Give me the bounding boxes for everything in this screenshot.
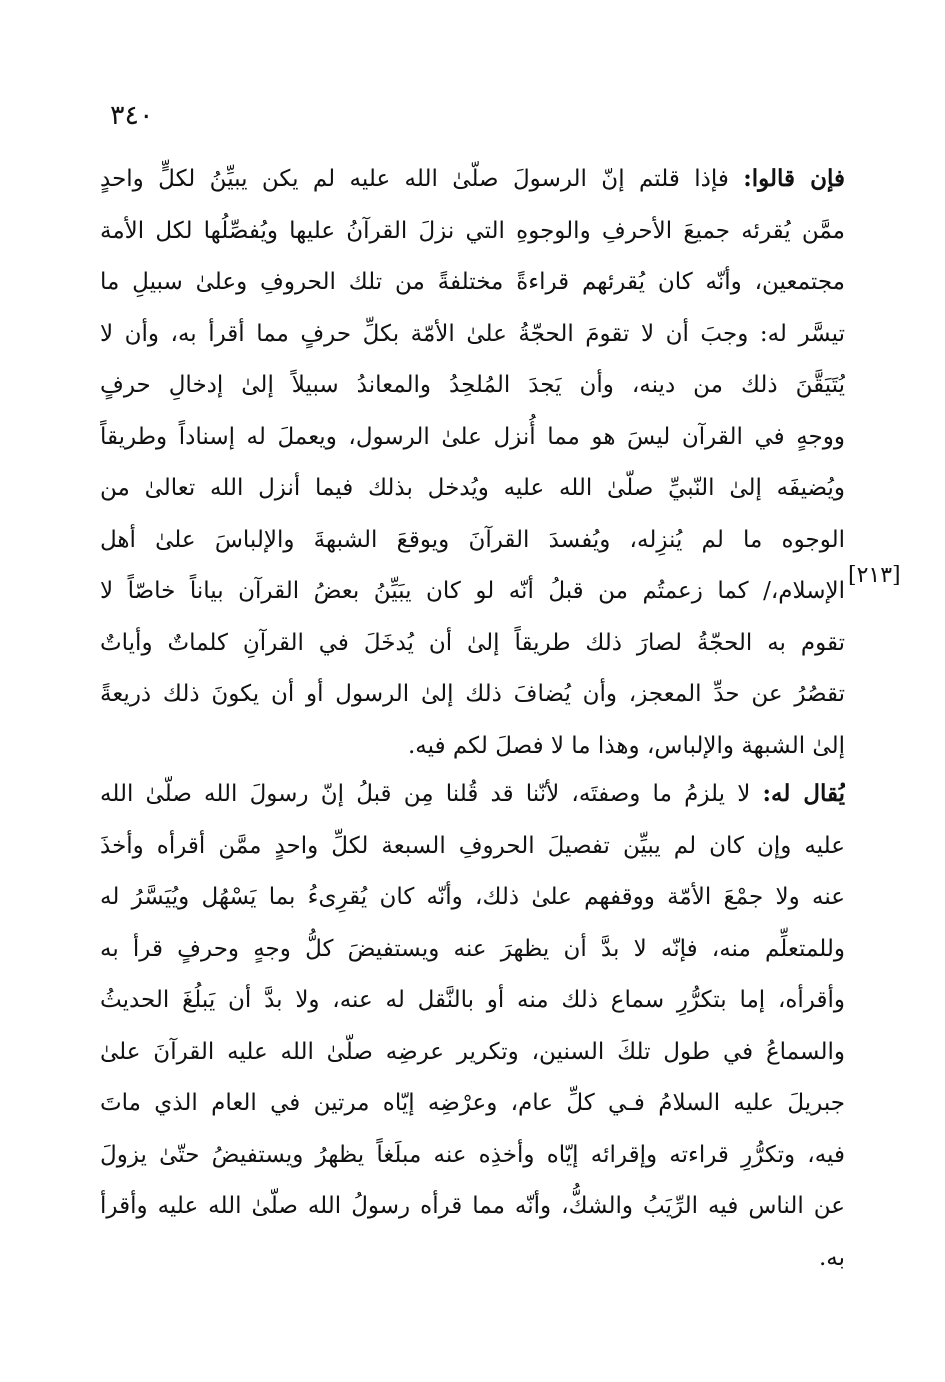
manuscript-folio-reference: [٢١٣] [848, 563, 901, 588]
text-line: تيسَّر له: وجبَ أن لا تقومَ الحجّةُ علىٰ الأمّة بكلِّ حرفٍ مما أقرأ به، وأن لا [100, 320, 845, 347]
paragraph-response [100, 768, 845, 1284]
text-line: الإسلام،/ كما زعمتُم من قبلُ أنّه لو كان يبَيِّنُ بعضُ القرآن بياناً خاصّاً لا [100, 578, 845, 604]
text-line: عنه ولا جمْعَ الأمّة ووقفهم علىٰ ذلك، وأنّه كان يُقرِىءُ بما يَسْهُل ويُيَسَّرُ له [100, 884, 845, 910]
line-text: فإذا قلتم إنّ الرسولَ صلّىٰ الله عليه لم يكن يبيِّنُ لكلٍّ واحدٍ [100, 166, 729, 192]
text-line: وللمتعلِّم منه، فإنّه لا بدَّ أن يظهرَ عنه ويستفيضَ كلُّ وجهٍ وحرفٍ قرأ به [100, 935, 845, 962]
paragraph-objection [100, 153, 845, 772]
text-line: ممَّن يُقرئه جميعَ الأحرفِ والوجوهِ التي نزلَ القرآنُ عليها ويُفصِّلُها لكل الأمة [100, 217, 845, 244]
text-line: به. [818, 1244, 845, 1271]
text-line: تقوم به الحجّةُ لصارَ ذلك طريقاً إلىٰ أن يُدخَلَ في القرآنِ كلماتٌ وأياتٌ [100, 629, 845, 656]
text-line: والسماعُ في طول تلكَ السنين، وتكرير عرضِه صلّىٰ الله عليه القرآنَ علىٰ [100, 1038, 845, 1065]
text-line: تقصُرُ عن حدِّ المعجز، وأن يُضافَ ذلك إلىٰ الرسول أو أن يكونَ ذلك ذريعةً [100, 681, 845, 707]
text-line: وأقرأه، إما بتكرُّرِ سماع ذلك منه أو بالنَّقل له عنه، ولا بدَّ أن يَبلُغَ الحديثُ [100, 987, 845, 1013]
text-line: الوجوه ما لم يُنزِله، ويُفسدَ القرآنَ ويوقعَ الشبهةَ والإلباسَ علىٰ أهل [100, 526, 845, 553]
text-line: عليه وإن كان لم يبيِّن تفصيلَ الحروفِ السبعة لكلِّ واحدٍ ممَّن أقرأه وأخذَ [100, 832, 845, 859]
paragraph-lead: فإن قالوا: [743, 165, 845, 192]
text-line [100, 153, 845, 206]
text-line: ويُضيفَه إلىٰ النّبيِّ صلّىٰ الله عليه ويُدخل بذلك فيما أنزل الله تعالىٰ من [100, 475, 845, 501]
paragraph-lead: يُقال له: [762, 780, 845, 807]
text-line: إلىٰ الشبهة والإلباس، وهذا ما لا فصلَ لكم فيه. [407, 732, 845, 759]
text-line: يُتَيَقَّنَ ذلك من دينه، وأن يَجدَ المُلحِدُ والمعاندُ سبيلاً إلىٰ إدخالِ حرفٍ [100, 372, 845, 398]
text-line: جبريلَ عليه السلامُ فـي كلِّ عام، وعرْضِه إيّاه مرتين في العام الذي ماتَ [100, 1090, 845, 1116]
text-line: عن الناس فيه الرِّيَبُ والشكُّ، وأنّه مما قرأه رسولُ الله صلّىٰ الله عليه وأقرأ [100, 1193, 845, 1219]
text-line: مجتمعين، وأنّه كان يُقرئهم قراءةً مختلفةً من تلك الحروفِ وعلىٰ سبيلِ ما [100, 269, 845, 295]
page-number: ٣٤٠ [110, 100, 154, 131]
text-line: فيه، وتكرُّرِ قراءته وإقرائه إيّاه وأخذِه عنه مبلَغاً يظهرُ ويستفيضُ حتّىٰ يزولَ [100, 1141, 845, 1168]
text-line [100, 768, 845, 821]
text-line: ووجهٍ في القرآن ليسَ هو مما أُنزل علىٰ الرسول، ويعملَ له إسناداً وطريقاً [100, 423, 845, 450]
line-text: لا يلزمُ ما وصفتَه، لأنّنا قد قُلنا مِن قبلُ إنّ رسولَ الله صلّىٰ الله [100, 781, 751, 807]
